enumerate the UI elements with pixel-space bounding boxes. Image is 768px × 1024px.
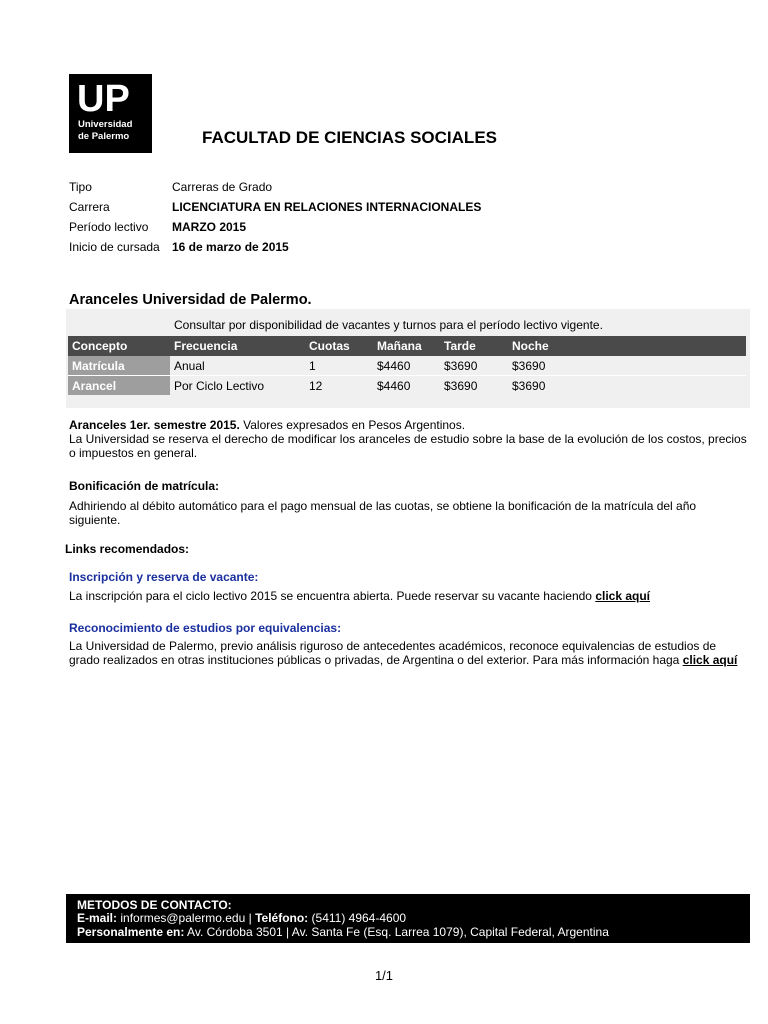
bonus-text: Adhiriendo al débito automático para el pago mensual de las cuotas, se obtiene la bonificación de la matrícula del año siguiente. [69, 499, 697, 527]
logo-mark: UP [77, 78, 130, 120]
logo-line-2: de Palermo [78, 131, 130, 142]
inscription-click-link[interactable]: click aquí [595, 589, 651, 603]
row-header: Arancel [68, 376, 170, 396]
fees-note-bold: Aranceles 1er. semestre 2015. [69, 418, 240, 432]
table-cell: $3690 [508, 376, 746, 396]
equivalences-click-link[interactable]: click aquí [682, 653, 738, 667]
column-header: Concepto [68, 336, 170, 356]
tuition-note: Consultar por disponibilidad de vacantes y turnos para el período lectivo vigente. [174, 318, 603, 332]
table-cell: $3690 [512, 358, 546, 373]
info-value: MARZO 2015 [172, 220, 247, 234]
table-row [68, 376, 746, 396]
phone-value: (5411) 4964-4600 [311, 911, 407, 925]
in-person-value: Av. Córdoba 3501 | Av. Santa Fe (Esq. Larrea 1079), Capital Federal, Argentina [187, 925, 609, 939]
table-header-row [68, 336, 746, 356]
fees-note-disclaimer: La Universidad se reserva el derecho de modificar los aranceles de estudio sobre la base de la evolución de los costos, precios o impuestos en general. [69, 432, 747, 460]
email-value[interactable]: informes@palermo.edu [120, 911, 246, 925]
table-cell: $3690 [440, 376, 508, 396]
contact-separator: | [248, 911, 252, 925]
contact-title: METODOS DE CONTACTO: [77, 898, 232, 912]
phone-label: Teléfono: [255, 911, 309, 925]
fees-note [69, 418, 749, 460]
row-header: Matrícula [68, 356, 170, 376]
table-cell: $4460 [377, 358, 411, 373]
contact-address [77, 925, 609, 939]
column-header: Frecuencia [170, 336, 305, 356]
tuition-box [66, 309, 750, 408]
tuition-table [68, 336, 746, 395]
links-title: Links recomendados: [65, 542, 190, 556]
info-label: Período lectivo [69, 220, 149, 234]
column-header: Tarde [440, 336, 508, 356]
contact-box [66, 894, 750, 943]
bonus-title: Bonificación de matrícula: [69, 479, 220, 493]
inscription-body: La inscripción para el ciclo lectivo 2015 se encuentra abierta. Puede reservar su vacante haciendo [69, 589, 596, 603]
fees-note-text: Valores expresados en Pesos Argentinos. [239, 418, 466, 432]
info-value: Carreras de Grado [172, 180, 273, 194]
table-row [68, 356, 746, 376]
equivalences-text [69, 639, 749, 667]
table-cell: $3690 [444, 358, 478, 373]
inscription-title: Inscripción y reserva de vacante: [69, 570, 259, 584]
equivalences-body: La Universidad de Palermo, previo análisis riguroso de antecedentes académicos, reconoce equivalencias de estudios de grado realizados en otras instituciones públicas o privadas, de Argentina o del exterior. Para más información haga [69, 639, 717, 667]
logo-line-1: Universidad [78, 119, 133, 130]
table-cell: 1 [309, 358, 316, 373]
email-label: E-mail: [77, 911, 118, 925]
info-value: 16 de marzo de 2015 [172, 240, 289, 254]
logo-name [78, 119, 132, 143]
tuition-title: Aranceles Universidad de Palermo. [69, 292, 312, 308]
info-label: Inicio de cursada [69, 240, 160, 254]
inscription-text [69, 589, 749, 603]
table-cell: Anual [174, 358, 205, 373]
in-person-label: Personalmente en: [77, 925, 185, 939]
table-cell: 12 [305, 376, 373, 396]
info-value: LICENCIATURA EN RELACIONES INTERNACIONALES [172, 200, 482, 214]
column-header: Cuotas [305, 336, 373, 356]
faculty-title: FACULTAD DE CIENCIAS SOCIALES [202, 128, 497, 147]
column-header: Mañana [373, 336, 440, 356]
university-logo [69, 74, 152, 153]
equivalences-title: Reconocimiento de estudios por equivalencias: [69, 621, 342, 635]
contact-email-phone [77, 911, 406, 925]
info-label: Tipo [69, 180, 92, 194]
table-cell: $4460 [373, 376, 440, 396]
page-number: 1/1 [374, 968, 394, 983]
info-label: Carrera [69, 200, 110, 214]
table-cell: Por Ciclo Lectivo [170, 376, 305, 396]
column-header: Noche [508, 336, 746, 356]
